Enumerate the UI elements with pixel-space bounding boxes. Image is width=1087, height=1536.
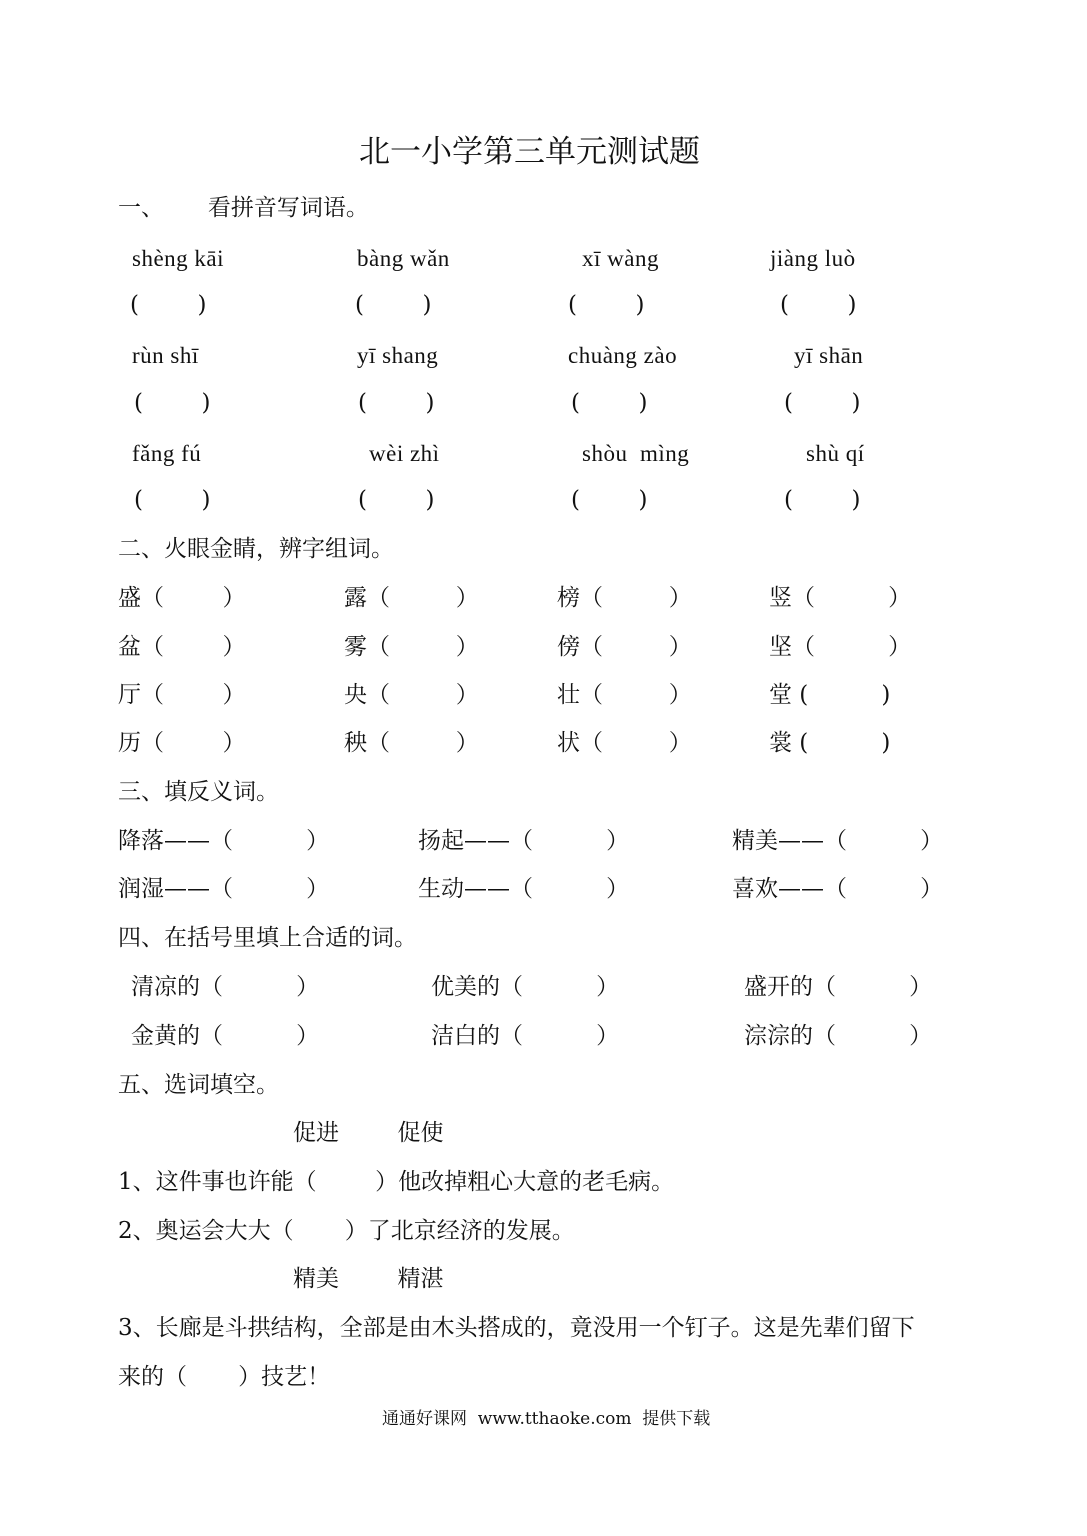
answer-blank: ( ) [784, 487, 861, 513]
question-3-continued: 来的（ ）技艺！ [118, 1364, 331, 1390]
word-choices: 促进 促使 [293, 1120, 444, 1146]
phrase-item: 盛开的（ ） [744, 974, 933, 1000]
answer-blank: ( ) [571, 487, 648, 513]
phrase-item: 清凉的（ ） [131, 974, 320, 1000]
pinyin-item: fǎng fú [132, 441, 202, 466]
answer-blank: ( ) [571, 390, 648, 416]
char-item: 盛（ ） [118, 585, 246, 611]
antonym-item: 精美——（ ） [732, 828, 944, 854]
char-item: 傍（ ） [557, 634, 692, 660]
char-item: 壮（ ） [557, 682, 692, 708]
char-item: 厅（ ） [118, 682, 246, 708]
pinyin-item: shòu mìng [582, 441, 690, 466]
answer-blank: ( ) [130, 292, 207, 318]
answer-blank: ( ) [134, 390, 211, 416]
antonym-item: 降落——（ ） [118, 828, 330, 854]
pinyin-item: chuàng zào [568, 343, 678, 368]
char-item: 竖（ ） [769, 585, 912, 611]
phrase-item: 淙淙的（ ） [744, 1023, 933, 1049]
question-1: 1、这件事也许能（ ）他改掉粗心大意的老毛病。 [118, 1169, 675, 1195]
answer-blank: ( ) [134, 487, 211, 513]
pinyin-item: yī shang [357, 343, 439, 368]
char-item: 历（ ） [118, 730, 246, 756]
char-item: 露（ ） [344, 585, 479, 611]
antonym-item: 扬起——（ ） [418, 828, 630, 854]
question-3: 3、长廊是斗拱结构，全部是由木头搭成的，竟没用一个钉子。这是先辈们留下 [118, 1315, 915, 1341]
char-item: 雾（ ） [344, 634, 479, 660]
section-1-heading: 一、 看拼音写词语。 [118, 195, 369, 221]
pinyin-item: rùn shī [132, 343, 199, 368]
char-item: 状（ ） [557, 730, 692, 756]
section-2-heading: 二、火眼金睛，辨字组词。 [118, 536, 394, 562]
char-item: 榜（ ） [557, 585, 692, 611]
pinyin-item: bàng wǎn [357, 246, 450, 271]
pinyin-item: yī shān [794, 343, 864, 368]
section-5-heading: 五、选词填空。 [118, 1072, 279, 1098]
pinyin-item: wèi zhì [369, 441, 440, 466]
antonym-item: 喜欢——（ ） [732, 876, 944, 902]
char-item: 坚（ ） [769, 634, 912, 660]
footer-credit: 通通好课网 www.tthaoke.com 提供下载 [382, 1409, 711, 1429]
char-item: 盆（ ） [118, 634, 246, 660]
phrase-item: 优美的（ ） [431, 974, 620, 1000]
antonym-item: 润湿——（ ） [118, 876, 330, 902]
answer-blank: ( ) [355, 292, 432, 318]
pinyin-item: shù qí [806, 441, 865, 466]
char-item: 裳 ( ) [769, 730, 891, 756]
answer-blank: ( ) [780, 292, 857, 318]
section-4-heading: 四、在括号里填上合适的词。 [118, 925, 417, 951]
char-item: 央（ ） [344, 682, 479, 708]
pinyin-item: shèng kāi [132, 246, 225, 271]
question-2: 2、奥运会大大（ ）了北京经济的发展。 [118, 1218, 575, 1244]
char-item: 堂 ( ) [769, 682, 891, 708]
char-item: 秧（ ） [344, 730, 479, 756]
answer-blank: ( ) [568, 292, 645, 318]
answer-blank: ( ) [358, 487, 435, 513]
phrase-item: 金黄的（ ） [131, 1023, 320, 1049]
word-choices: 精美 精湛 [293, 1266, 444, 1292]
page-title: 北一小学第三单元测试题 [359, 134, 700, 170]
phrase-item: 洁白的（ ） [431, 1023, 620, 1049]
antonym-item: 生动——（ ） [418, 876, 630, 902]
section-3-heading: 三、填反义词。 [118, 779, 279, 805]
pinyin-item: xī wàng [582, 246, 659, 271]
answer-blank: ( ) [784, 390, 861, 416]
pinyin-item: jiàng luò [770, 246, 856, 271]
answer-blank: ( ) [358, 390, 435, 416]
